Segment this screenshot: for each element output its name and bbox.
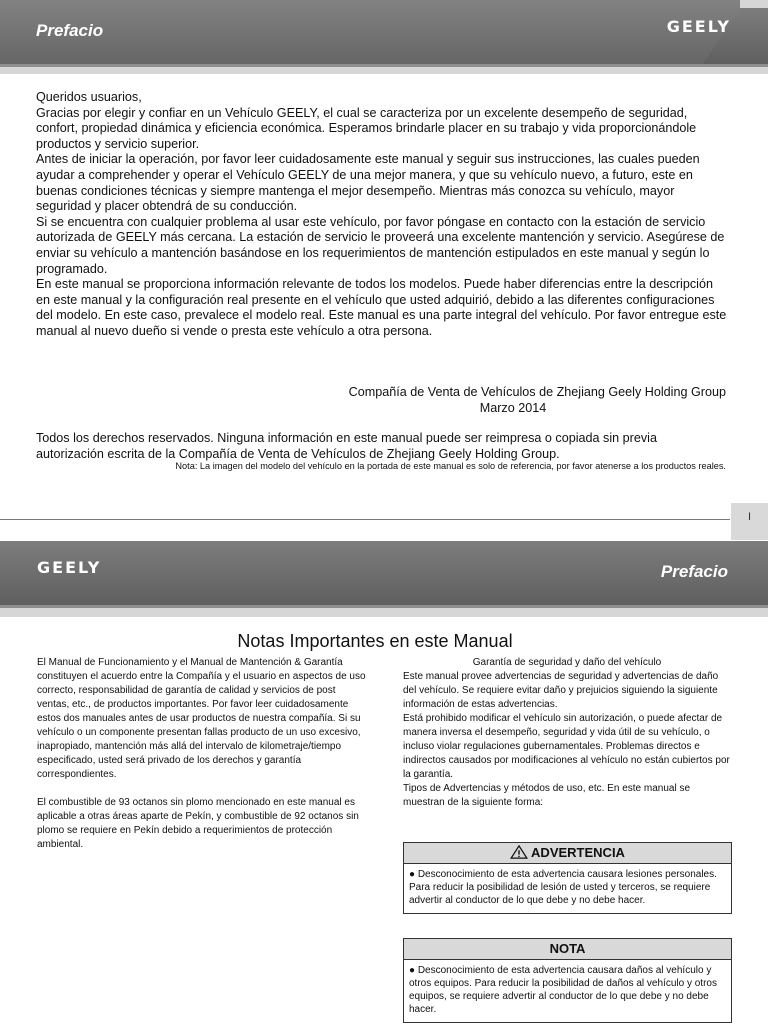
paragraph: Este manual provee advertencias de seguridad y advertencias de daño del vehículo. Se requiere evitar daño y prejuicios siguiendo la siguiente información de estas advertencias. xyxy=(403,671,719,710)
column-heading: Garantía de seguridad y daño del vehículo xyxy=(472,657,662,668)
note-box-header xyxy=(404,939,731,960)
section-title: Prefacio xyxy=(660,562,728,581)
warning-box-title: ADVERTENCIA xyxy=(531,845,625,860)
paragraph: Si se encuentra con cualquier problema al usar este vehículo, por favor póngase en contacto con la estación de servicio autorizada de GEELY más cercana. La estación de servicio le proveerá una excelente mantención y servicio. Asegúrese de enviar su vehículo a mantención basándose en los requerimientos de mantención estipulados en este manual y según lo programado. xyxy=(36,214,725,276)
paragraph: Tipos de Advertencias y métodos de uso, etc. En este manual se muestran de la siguiente forma: xyxy=(403,783,691,808)
greeting: Queridos usuarios, xyxy=(36,90,142,104)
note-box xyxy=(403,938,732,1023)
image-note: Nota: La imagen del modelo del vehículo en la portada de este manual es solo de referencia, por favor atenerse a los productos reales. xyxy=(175,461,726,471)
brand-logo: GEELY xyxy=(37,558,102,577)
warning-box-header xyxy=(404,843,731,864)
right-column xyxy=(403,656,731,810)
paragraph: Gracias por elegir y confiar en un Vehículo GEELY, el cual se caracteriza por un excelente desempeño de seguridad, confort, propiedad dinámica y eficiencia económica. Esperamos brindarle placer en su trabajo y vida proporcionándole productos y servicio superior. xyxy=(36,105,697,151)
header-dark-strip xyxy=(0,541,768,605)
header-tab-shape xyxy=(0,0,740,64)
preface-letter xyxy=(36,90,728,340)
paragraph: Está prohibido modificar el vehículo sin autorización, o puede afectar de manera inversa el desempeño, seguridad y vida útil de su vehículo, o incluso violar regulaciones gubernamentales. Problemas directos e indirectos causados por modificaciones al vehículo no están cubiertos por la garantía. xyxy=(403,713,730,780)
header-edge-line xyxy=(0,605,768,608)
rights-statement: Todos los derechos reservados. Ninguna información en este manual puede ser reimpresa o copiada sin previa autorización escrita de la Compañía de Venta de Vehículos de Zhejiang Geely Holding Group. xyxy=(36,431,657,461)
page-divider xyxy=(0,519,730,520)
paragraph: Antes de iniciar la operación, por favor leer cuidadosamente este manual y seguir sus instrucciones, las cuales pueden ayudar a comprehender y operar el Vehículo GEELY de una mejor manera, y que su vehículo nuevo, a futuro, este en buenas condiciones técnicas y siempre mantenga el mejor desempeño. Mientras más conozca su vehículo, mayor seguridad y placer obtendrá de su conducción. xyxy=(36,152,700,214)
paragraph: El Manual de Funcionamiento y el Manual de Mantención & Garantía constituyen el acuerdo entre la Compañía y el usuario en aspectos de uso correcto, responsabilidad de garantía de calidad y servicios de post ventas, etc., de productos importantes. Por favor leer cuidadosamente estos dos manuales antes de usar productos de nuestra compañía. Si su vehículo o un componente presentan fallas producto de un uso excesivo, inapropiado, mantención más allá del intervalo de kilometraje/tiempo especificado, usted será privado de los derechos y garantía correspondientes. xyxy=(37,657,366,780)
paragraph: En este manual se proporciona información relevante de todos los modelos. Puede haber diferencias entre la descripción en este manual y la configuración real presente en el vehículo que usted adquirió, debido a las diferentes configuraciones del modelo. En este caso, prevalece el modelo real. Este manual es una parte integral del vehículo. Por favor entregue este manual al nuevo dueño si vende o presta este vehículo a otra persona. xyxy=(36,277,727,338)
signature-date: Marzo 2014 xyxy=(479,400,547,415)
note-box-title: NOTA xyxy=(549,941,586,956)
warning-triangle-icon xyxy=(510,845,528,859)
left-column xyxy=(37,656,369,852)
section-title: Prefacio xyxy=(36,21,104,40)
page2-header-band xyxy=(0,541,768,617)
page-number-tab: I xyxy=(731,503,768,540)
warning-box xyxy=(403,842,732,914)
signature-block xyxy=(300,385,726,416)
paragraph: El combustible de 93 octanos sin plomo mencionado en este manual es aplicable a otras áreas aparte de Pekín, y combustible de 92 octanos sin plomo se requiere en Pekín debido a requerimientos de protección ambiental. xyxy=(37,797,359,850)
page-title: Notas Importantes en este Manual xyxy=(237,631,513,651)
warning-box-text: ● Desconocimiento de esta advertencia causara lesiones personales. Para reducir la posibilidad de lesión de usted y terceros, se requiere advertir al conductor de lo que debe y no debe hacer. xyxy=(409,869,717,906)
page1-header-band xyxy=(0,0,768,74)
note-box-text: ● Desconocimiento de esta advertencia causara daños al vehículo y otros equipos. Para reducir la posibilidad de daños al vehículo y otros equipos, se requiere advertir al conductor de lo que debe y no debe hacer. xyxy=(409,965,717,1015)
header-edge-line xyxy=(0,64,768,67)
signature-company: Compañía de Venta de Vehículos de Zhejiang Geely Holding Group xyxy=(348,385,726,399)
brand-logo: GEELY xyxy=(666,17,731,36)
